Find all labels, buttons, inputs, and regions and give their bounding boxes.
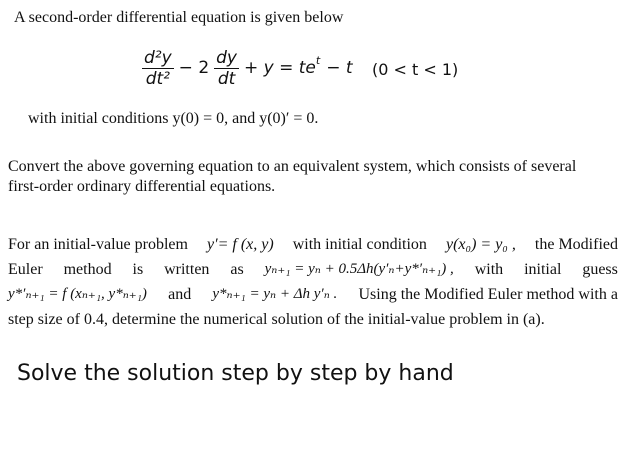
fraction-denominator: dt² [145,68,170,89]
text-segment: with [474,261,504,278]
exponent: t [315,53,321,67]
text-segment: written [164,261,210,278]
domain-range: (0 < t < 1) [372,60,459,79]
fraction-numerator: dy [216,47,237,68]
paragraph-line-3 [8,282,618,307]
text-segment: step size of 0.4, determine the numerical solution of the initial-value problem in (a). [8,311,545,328]
paragraph-line-2 [8,257,618,282]
convert-line-1: Convert the above governing equation to an equivalent system, which consists of several [8,158,577,175]
math-segment: y(x₀) = y₀ , [445,236,516,253]
math-segment: y*ₙ₊₁ = yₙ + Δh y′ₙ . [212,286,338,302]
minus-two: − 2 [178,58,210,78]
text-segment: guess [582,261,618,278]
text-segment: initial [524,261,562,278]
modified-euler-paragraph [8,232,618,332]
text-segment: For an initial-value problem [8,236,188,253]
intro-text: A second-order differential equation is given below [14,9,344,26]
text-segment: is [132,261,144,278]
fraction-numerator: d²y [144,47,172,68]
equation-tail: − t [326,58,353,78]
first-derivative-fraction [214,48,239,89]
text-segment: Using the Modified Euler method with a [358,286,618,303]
text-segment: Euler [8,261,43,278]
initial-conditions: with initial conditions y(0) = 0, and y(0)′ = 0. [28,110,319,127]
text-segment: the Modified [534,236,618,253]
equation-rhs: + y = te [244,58,316,78]
convert-line-2: first-order ordinary differential equations. [8,178,276,195]
solve-prompt: Solve the solution step by step by hand [17,361,454,386]
paragraph-line-1 [8,232,618,257]
text-segment: with initial condition [292,236,427,253]
paragraph-line-4 [8,307,618,332]
fraction-denominator: dt [217,68,236,89]
math-segment: y*′ₙ₊₁ = f (xₙ₊₁, y*ₙ₊₁) [8,286,147,302]
text-segment: and [168,286,192,303]
math-segment: y′= f (x, y) [206,236,274,253]
text-segment: method [63,261,112,278]
second-derivative-fraction [142,48,174,89]
differential-equation [140,42,353,94]
math-segment: yₙ₊₁ = yₙ + 0.5Δh(y′ₙ+y*′ₙ₊₁) , [264,261,454,277]
text-segment: as [230,261,244,278]
